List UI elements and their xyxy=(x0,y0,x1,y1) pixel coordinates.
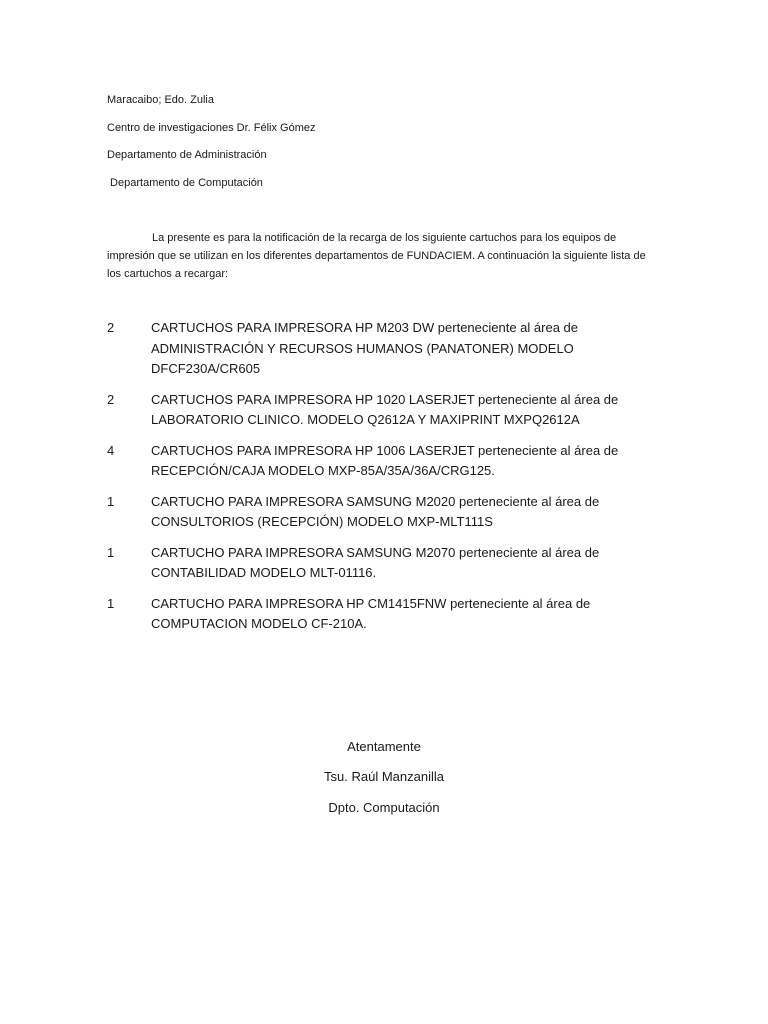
list-item xyxy=(107,492,627,533)
list-item xyxy=(107,594,627,635)
closing-signer: Tsu. Raúl Manzanilla xyxy=(324,769,444,784)
intro-paragraph: La presente es para la notificación de la recarga de los siguiente cartuchos para los equipos de impresión que se utilizan en los diferentes departamentos de FUNDACIEM. A continuación la siguiente lista de los cartuchos a recargar: xyxy=(107,232,646,280)
item-quantity: 1 xyxy=(107,595,115,611)
item-description: CARTUCHO PARA IMPRESORA SAMSUNG M2070 perteneciente al área de CONTABILIDAD MODELO MLT-01116. xyxy=(151,544,600,580)
item-quantity: 4 xyxy=(107,442,115,458)
header-organization: Centro de investigaciones Dr. Félix Gómez xyxy=(107,122,316,134)
closing-salutation: Atentamente xyxy=(347,739,421,754)
item-description: CARTUCHO PARA IMPRESORA SAMSUNG M2020 perteneciente al área de CONSULTORIOS (RECEPCIÓN) MODELO MXP-MLT111S xyxy=(151,493,600,529)
item-quantity: 1 xyxy=(107,544,115,560)
item-description: CARTUCHOS PARA IMPRESORA HP M203 DW perteneciente al área de ADMINISTRACIÓN Y RECURSOS HUMANOS (PANATONER) MODELO DFCF230A/CR605 xyxy=(151,320,579,376)
item-description: CARTUCHO PARA IMPRESORA HP CM1415FNW perteneciente al área de COMPUTACION MODELO CF-210A. xyxy=(151,595,591,631)
header-department-admin: Departamento de Administración xyxy=(107,149,267,161)
item-quantity: 2 xyxy=(107,391,115,407)
item-description: CARTUCHOS PARA IMPRESORA HP 1020 LASERJET perteneciente al área de LABORATORIO CLINICO. MODELO Q2612A Y MAXIPRINT MXPQ2612A xyxy=(151,391,619,427)
closing-department: Dpto. Computación xyxy=(328,800,440,815)
item-quantity: 2 xyxy=(107,320,115,335)
list-item xyxy=(107,441,627,482)
header-department-comp: Departamento de Computación xyxy=(107,177,263,189)
item-description: CARTUCHOS PARA IMPRESORA HP 1006 LASERJET perteneciente al área de RECEPCIÓN/CAJA MODELO MXP-85A/35A/36A/CRG125. xyxy=(151,442,619,478)
item-quantity: 1 xyxy=(107,493,115,509)
list-item xyxy=(107,390,627,431)
cartridge-list xyxy=(107,318,627,645)
list-item xyxy=(107,318,627,380)
header-location: Maracaibo; Edo. Zulia xyxy=(107,94,214,106)
list-item xyxy=(107,543,627,584)
